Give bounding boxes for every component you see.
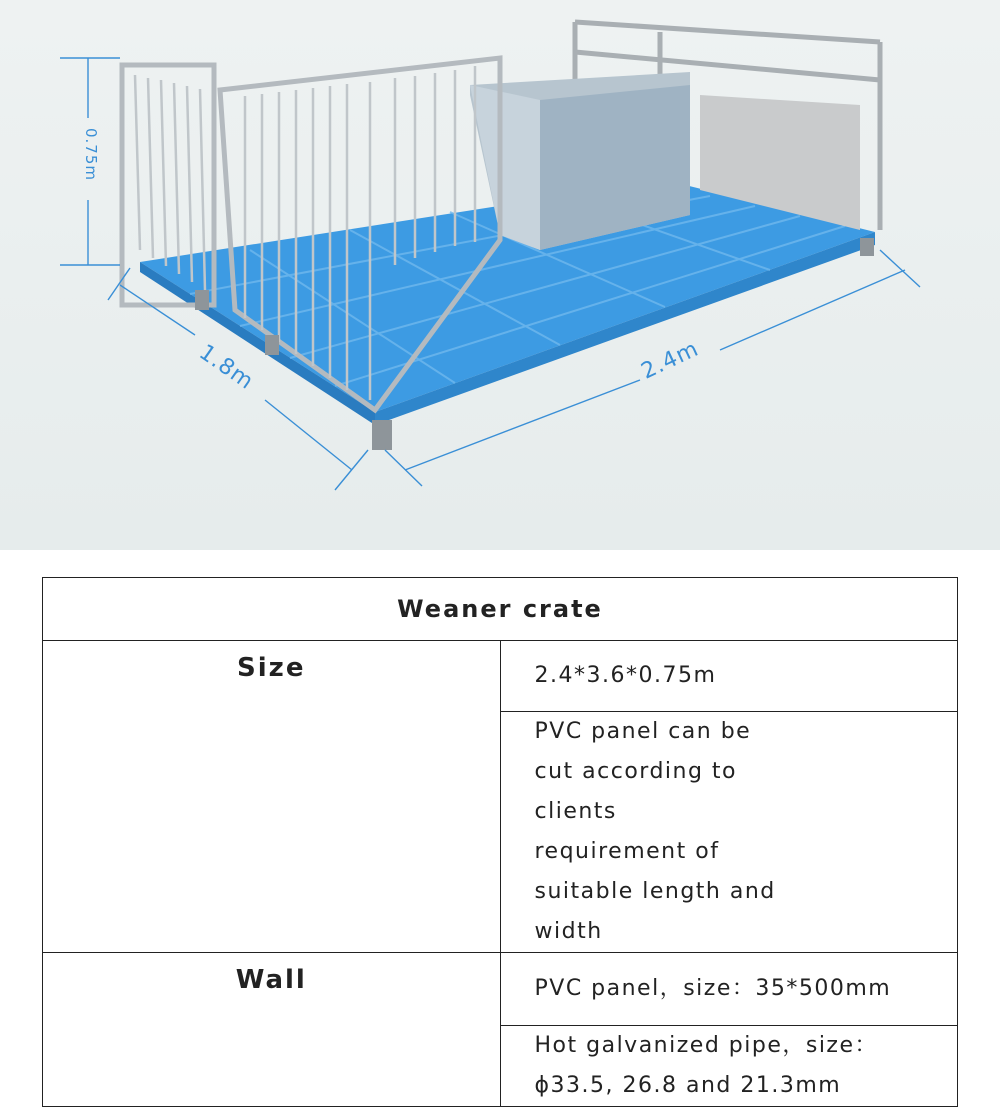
table-title: Weaner crate: [43, 578, 958, 641]
width-dimension-label: 1.8m: [194, 339, 259, 396]
height-dimension-label: 0.75m: [82, 128, 100, 182]
length-dimension-label: 2.4m: [637, 336, 703, 385]
product-illustration: [0, 0, 1000, 550]
spec-table: [42, 577, 958, 1107]
wall-panel-value: PVC panel，size：35*500mm: [500, 953, 958, 1026]
wall-pipe-value: Hot galvanized pipe，size：ϕ33.5, 26.8 and 21.3mm: [500, 1026, 958, 1107]
weaner-crate-drawing: [0, 0, 1000, 550]
row-header-wall: Wall: [43, 953, 501, 1107]
size-value: 2.4*3.6*0.75m: [500, 641, 958, 712]
row-header-size: Size: [43, 641, 501, 953]
size-note: PVC panel can be cut according to clients requirement of suitable length and width: [500, 712, 958, 953]
